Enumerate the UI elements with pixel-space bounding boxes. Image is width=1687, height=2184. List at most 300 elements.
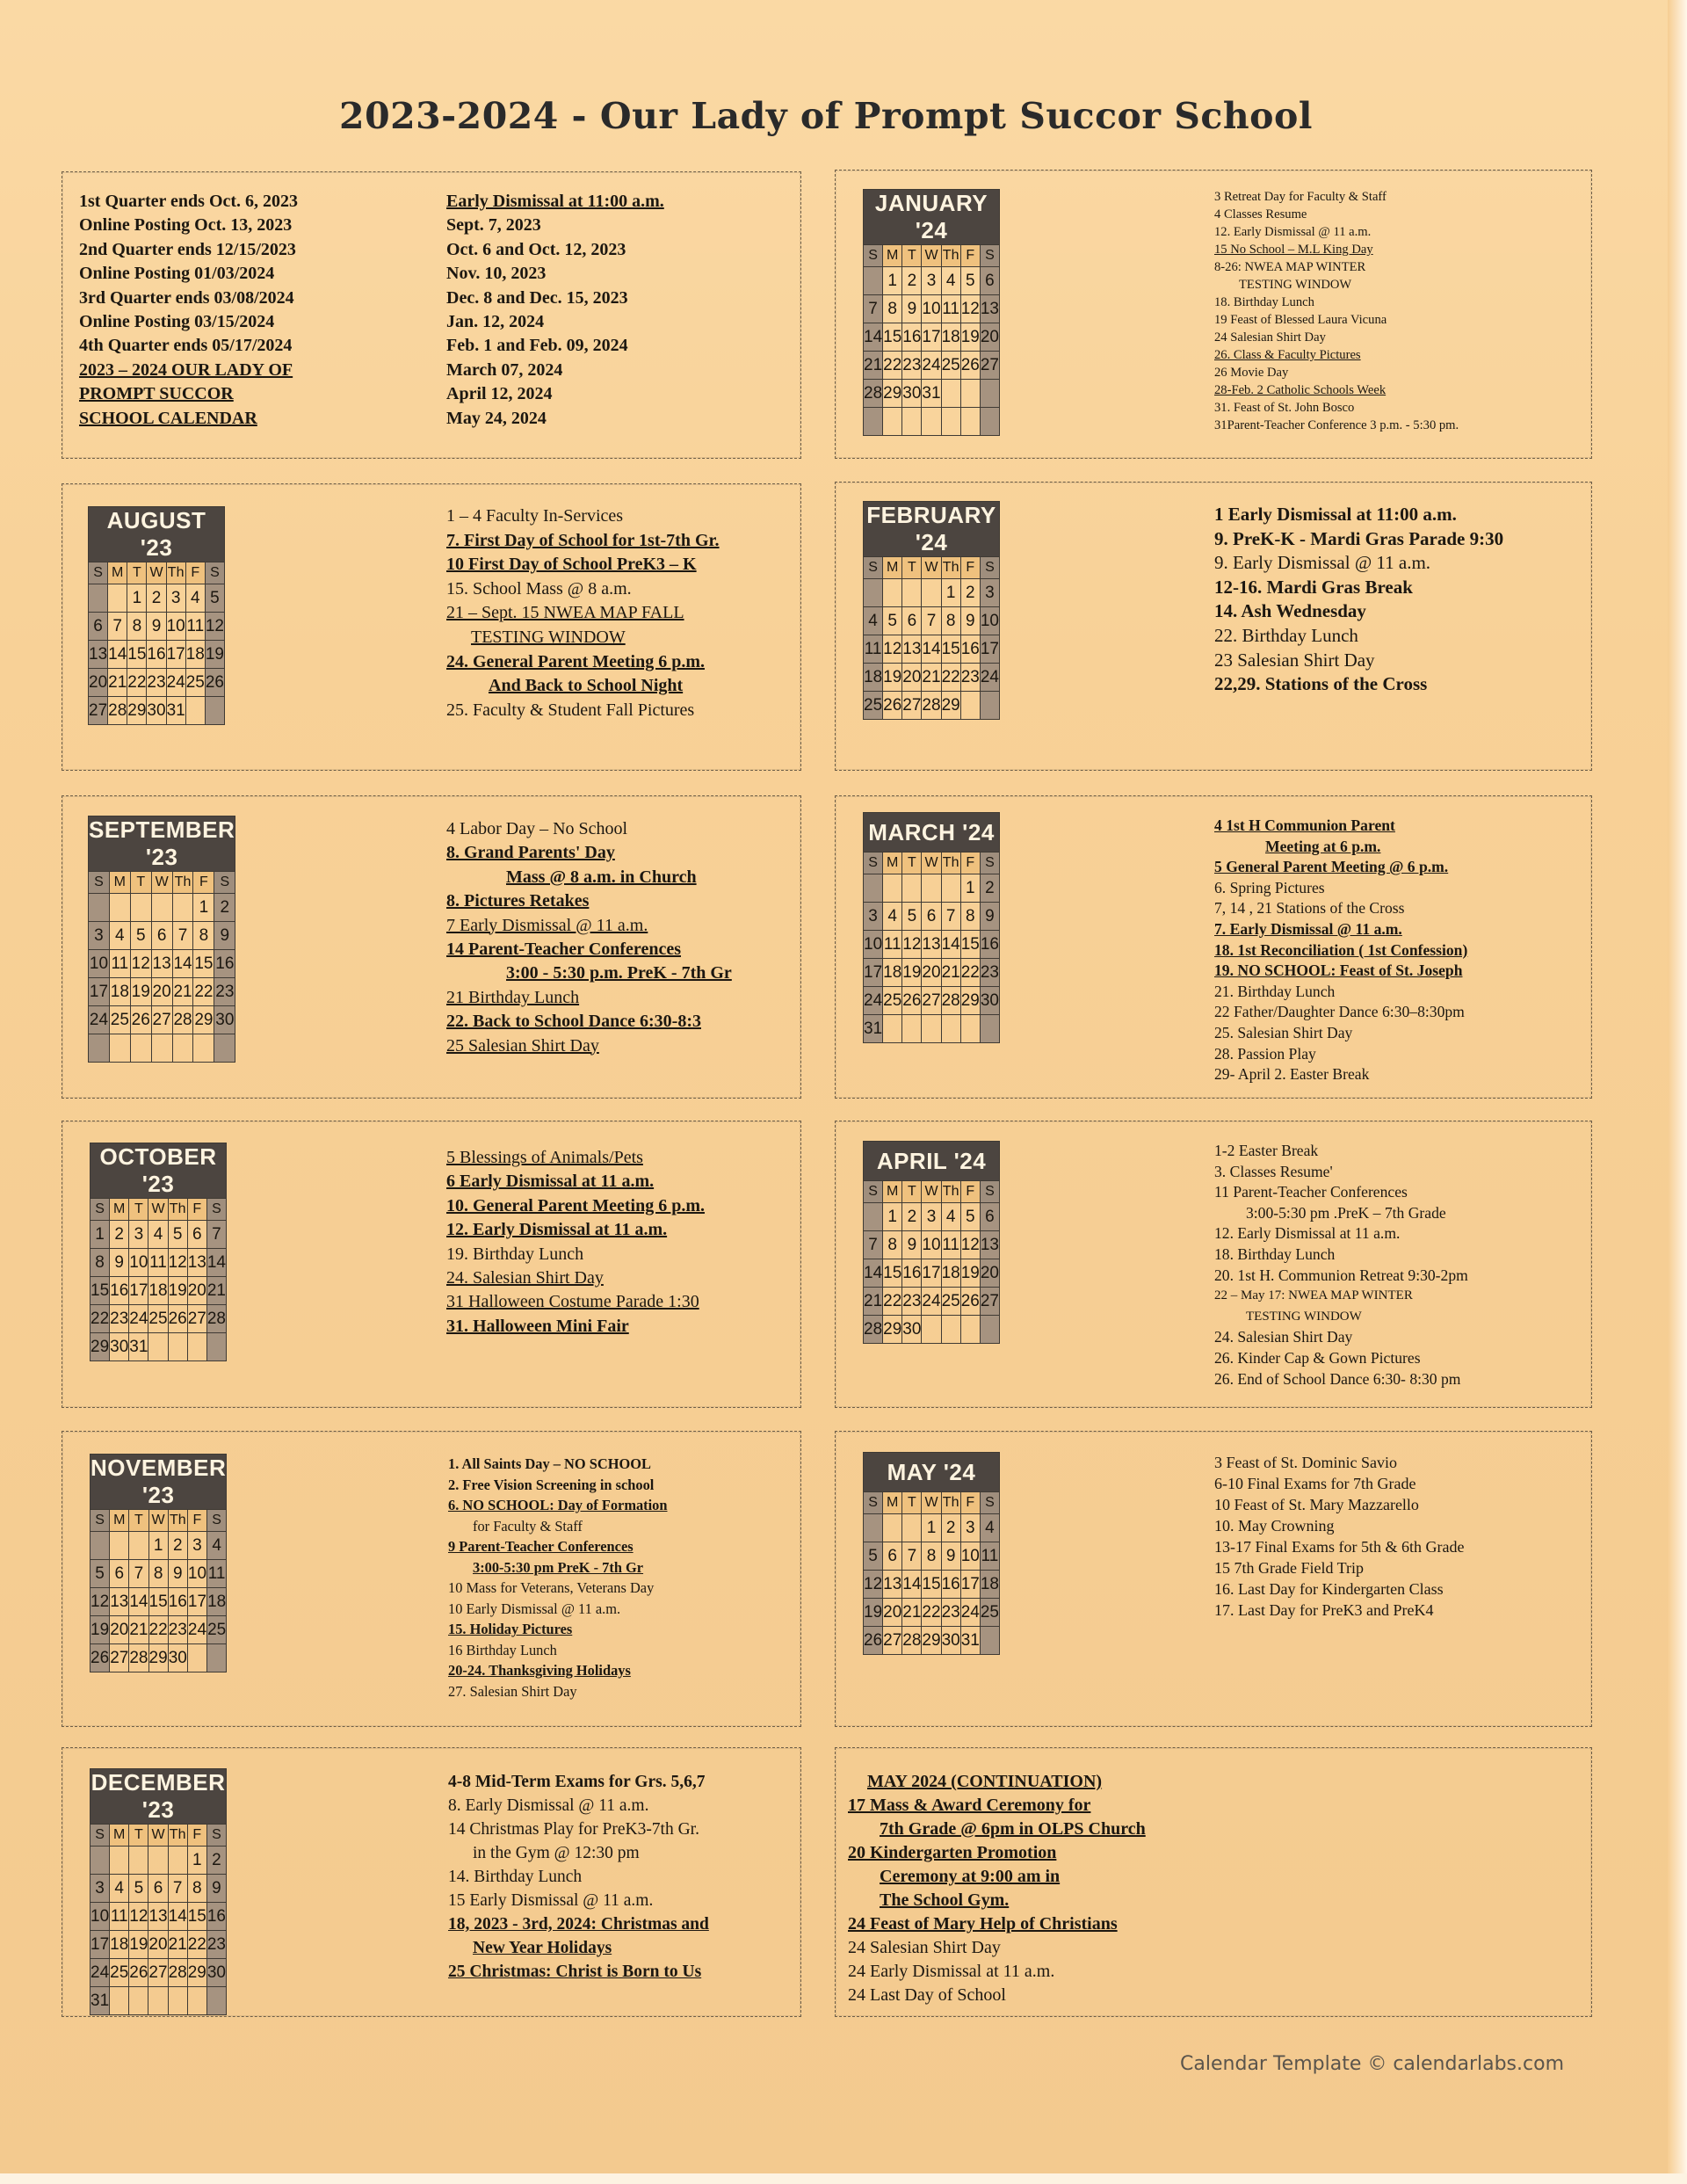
early-dismissal-date: Feb. 1 and Feb. 09, 2024 [446, 336, 628, 356]
day-cell: 3 [980, 579, 999, 607]
day-cell: 6 [883, 1542, 902, 1571]
day-cell: 21 [206, 1277, 226, 1305]
month-name: APRIL '24 [864, 1142, 1000, 1181]
may-note: 6-10 Final Exams for 7th Grade [1214, 1475, 1416, 1492]
weekday-label: S [864, 1492, 883, 1514]
day-cell [980, 380, 999, 408]
day-cell: 28 [108, 697, 127, 725]
day-cell: 14 [168, 1903, 187, 1931]
november-note: 6. NO SCHOOL: Day of Formation [448, 1497, 668, 1513]
day-cell [883, 874, 902, 903]
day-cell: 4 [980, 1514, 999, 1542]
day-cell: 28 [902, 1627, 922, 1655]
day-cell: 14 [902, 1571, 922, 1599]
day-cell: 25 [864, 692, 883, 720]
weekday-label: S [214, 872, 235, 894]
page-title: 2023-2024 - Our Lady of Prompt Succor School [339, 95, 1313, 137]
week-row [864, 664, 1000, 692]
day-cell: 8 [148, 1560, 168, 1588]
day-cell: 24 [129, 1305, 148, 1333]
january-note: TESTING WINDOW [1239, 278, 1352, 292]
weekday-label: Th [941, 1181, 960, 1203]
week-row [91, 1644, 227, 1672]
day-cell: 2 [960, 579, 980, 607]
week-row [864, 1514, 1000, 1542]
day-cell: 9 [168, 1560, 187, 1588]
january-note: 3 Retreat Day for Faculty & Staff [1214, 190, 1387, 204]
august-note: 25. Faculty & Student Fall Pictures [446, 700, 695, 720]
september-note: 7 Early Dismissal @ 11 a.m. [446, 915, 648, 935]
day-cell: 19 [129, 1931, 148, 1959]
day-cell: 9 [980, 903, 999, 931]
week-row [864, 931, 1000, 959]
weekday-label: S [864, 853, 883, 874]
weekday-label: T [902, 853, 922, 874]
day-cell: 5 [960, 267, 980, 295]
january-note: 26. Class & Faculty Pictures [1214, 348, 1361, 362]
day-cell: 9 [110, 1249, 129, 1277]
day-cell: 28 [864, 1316, 883, 1344]
weekday-label: Th [941, 853, 960, 874]
weekday-label: F [960, 557, 980, 579]
day-cell: 27 [187, 1305, 206, 1333]
month-name: SEPTEMBER '23 [89, 816, 235, 870]
day-cell: 6 [151, 922, 172, 950]
day-cell: 26 [960, 1288, 980, 1316]
quarters-list [79, 190, 298, 431]
day-cell: 23 [168, 1616, 187, 1644]
weekday-label: T [902, 1492, 922, 1514]
day-cell: 23 [902, 352, 922, 380]
day-cell: 21 [172, 978, 193, 1006]
day-cell [941, 408, 960, 436]
day-cell: 14 [922, 635, 941, 664]
week-row [864, 1288, 1000, 1316]
day-cell [922, 579, 941, 607]
weekday-label: T [127, 562, 147, 584]
day-cell: 17 [922, 1259, 941, 1288]
day-cell: 6 [148, 1875, 168, 1903]
may-note: 10 Feast of St. Mary Mazzarello [1214, 1496, 1419, 1513]
day-cell [941, 1316, 960, 1344]
template-credit: Calendar Template © calendarlabs.com [1180, 2053, 1564, 2075]
day-cell: 9 [214, 922, 235, 950]
february-notes [1214, 503, 1503, 697]
april-note: 3. Classes Resume' [1214, 1162, 1333, 1180]
week-row [89, 894, 235, 922]
day-cell: 15 [883, 323, 902, 352]
day-cell: 16 [941, 1571, 960, 1599]
day-cell: 26 [960, 352, 980, 380]
weekday-label: S [980, 557, 999, 579]
day-cell: 18 [941, 1259, 960, 1288]
day-cell: 21 [941, 959, 960, 987]
day-cell [960, 380, 980, 408]
weekday-label: W [922, 1181, 941, 1203]
april-note: 1-2 Easter Break [1214, 1142, 1319, 1159]
day-cell [172, 894, 193, 922]
day-cell: 1 [127, 584, 147, 613]
day-cell: 28 [941, 987, 960, 1015]
april-note: 26. End of School Dance 6:30- 8:30 pm [1214, 1369, 1461, 1388]
day-cell: 14 [172, 950, 193, 978]
day-cell: 16 [902, 323, 922, 352]
day-cell [883, 579, 902, 607]
day-cell: 27 [922, 987, 941, 1015]
day-cell: 3 [91, 1875, 110, 1903]
weekday-label: F [960, 1492, 980, 1514]
day-cell: 2 [941, 1514, 960, 1542]
day-cell: 24 [922, 352, 941, 380]
day-cell: 1 [148, 1532, 168, 1560]
week-row [89, 669, 225, 697]
weekday-label: W [922, 853, 941, 874]
day-cell: 4 [207, 1532, 227, 1560]
day-cell: 23 [206, 1931, 226, 1959]
day-cell: 27 [902, 692, 922, 720]
january-note: 28-Feb. 2 Catholic Schools Week [1214, 383, 1387, 397]
day-cell: 13 [110, 1588, 129, 1616]
november-note: 16 Birthday Lunch [448, 1641, 557, 1658]
day-cell: 4 [941, 1203, 960, 1231]
weekday-label: M [108, 562, 127, 584]
day-cell: 7 [922, 607, 941, 635]
day-cell [980, 408, 999, 436]
november-note: 10 Early Dismissal @ 11 a.m. [448, 1600, 621, 1617]
day-cell: 7 [168, 1875, 187, 1903]
week-row [864, 1231, 1000, 1259]
week-row [91, 1875, 227, 1903]
day-cell: 8 [193, 922, 214, 950]
day-cell: 10 [91, 1903, 110, 1931]
weekday-label: W [147, 562, 166, 584]
august-note: 10 First Day of School PreK3 – K [446, 555, 697, 575]
day-cell: 19 [960, 323, 980, 352]
day-cell [187, 1333, 206, 1361]
april-note: 11 Parent-Teacher Conferences [1214, 1183, 1408, 1201]
day-cell [130, 894, 151, 922]
day-cell [168, 1333, 187, 1361]
week-row [89, 1006, 235, 1034]
day-cell: 1 [91, 1221, 110, 1249]
day-cell: 1 [193, 894, 214, 922]
day-cell: 25 [109, 1006, 130, 1034]
day-cell [108, 584, 127, 613]
day-cell [922, 874, 941, 903]
weekday-label: F [960, 245, 980, 267]
quarter-item: 1st Quarter ends Oct. 6, 2023 [79, 192, 299, 211]
weekday-label: S [205, 562, 224, 584]
day-cell: 5 [168, 1221, 187, 1249]
day-cell [109, 1034, 130, 1063]
day-cell: 15 [193, 950, 214, 978]
february-note: 22. Birthday Lunch [1214, 624, 1358, 646]
day-cell: 4 [185, 584, 205, 613]
day-cell [89, 894, 110, 922]
day-cell [130, 1034, 151, 1063]
day-cell [960, 1316, 980, 1344]
day-cell [922, 1316, 941, 1344]
day-cell: 8 [883, 1231, 902, 1259]
january-notes [1214, 188, 1459, 434]
day-cell: 21 [129, 1616, 148, 1644]
day-cell: 24 [166, 669, 185, 697]
may-note: 17. Last Day for PreK3 and PreK4 [1214, 1601, 1434, 1619]
week-row [89, 584, 225, 613]
weekday-label: S [980, 853, 999, 874]
month-grid [88, 506, 225, 725]
day-cell [205, 697, 224, 725]
day-cell: 24 [89, 1006, 110, 1034]
day-cell: 8 [922, 1542, 941, 1571]
day-cell: 3 [960, 1514, 980, 1542]
day-cell: 12 [864, 1571, 883, 1599]
day-cell: 16 [206, 1903, 226, 1931]
day-cell: 20 [110, 1616, 129, 1644]
day-cell: 1 [960, 874, 980, 903]
march-note: 4 1st H Communion Parent [1214, 816, 1395, 834]
week-row [864, 635, 1000, 664]
day-cell: 1 [187, 1847, 206, 1875]
week-row [91, 1249, 227, 1277]
day-cell: 27 [980, 352, 999, 380]
day-cell: 1 [883, 1203, 902, 1231]
day-cell: 28 [864, 380, 883, 408]
day-cell: 5 [864, 1542, 883, 1571]
day-cell: 28 [129, 1644, 148, 1672]
day-cell: 21 [902, 1599, 922, 1627]
day-cell: 6 [187, 1221, 206, 1249]
may-continuation-note: 7th Grade @ 6pm in OLPS Church [880, 1819, 1146, 1839]
weekday-label: S [980, 1181, 999, 1203]
early-dismissal-date: Oct. 6 and Oct. 12, 2023 [446, 239, 626, 259]
week-row [89, 950, 235, 978]
weekday-label: M [110, 1199, 129, 1221]
day-cell [185, 697, 205, 725]
week-row [864, 874, 1000, 903]
day-cell [129, 1847, 148, 1875]
day-cell: 3 [89, 922, 110, 950]
january-note: 15 No School – M.L King Day [1214, 243, 1373, 257]
day-cell: 17 [129, 1277, 148, 1305]
early-dismissal-date: April 12, 2024 [446, 384, 553, 404]
november-note: 2. Free Vision Screening in school [448, 1476, 655, 1493]
week-row [864, 1259, 1000, 1288]
day-cell: 10 [187, 1560, 206, 1588]
early-dismissal-date: May 24, 2024 [446, 408, 547, 428]
november-note: 10 Mass for Veterans, Veterans Day [448, 1579, 655, 1596]
day-cell: 26 [168, 1305, 187, 1333]
week-row [864, 408, 1000, 436]
day-cell: 20 [148, 1931, 168, 1959]
week-row [864, 1203, 1000, 1231]
day-cell: 29 [883, 1316, 902, 1344]
day-cell: 30 [147, 697, 166, 725]
day-cell: 24 [980, 664, 999, 692]
day-cell: 18 [109, 978, 130, 1006]
weekday-label: Th [168, 1199, 187, 1221]
day-cell: 10 [166, 613, 185, 641]
day-cell: 11 [207, 1560, 227, 1588]
week-row [864, 1599, 1000, 1627]
day-cell: 26 [902, 987, 922, 1015]
week-row [864, 987, 1000, 1015]
day-cell [91, 1532, 110, 1560]
day-cell: 15 [187, 1903, 206, 1931]
march-note: 21. Birthday Lunch [1214, 982, 1336, 1000]
day-cell: 8 [883, 295, 902, 323]
weekday-label: S [91, 1199, 110, 1221]
early-dismissal-list [446, 190, 664, 431]
day-cell: 28 [922, 692, 941, 720]
day-cell: 11 [109, 950, 130, 978]
weekday-label: M [110, 1510, 129, 1532]
day-cell: 7 [108, 613, 127, 641]
day-cell [883, 1015, 902, 1043]
day-cell: 9 [902, 295, 922, 323]
day-cell: 21 [168, 1931, 187, 1959]
weekday-label: S [980, 1492, 999, 1514]
weekday-label: Th [172, 872, 193, 894]
day-cell: 31 [960, 1627, 980, 1655]
calendar-heading: SCHOOL CALENDAR [79, 408, 257, 428]
day-cell: 10 [960, 1542, 980, 1571]
day-cell [206, 1987, 226, 2015]
april-note: 12. Early Dismissal at 11 a.m. [1214, 1224, 1401, 1243]
may-continuation-note: 24 Early Dismissal at 11 a.m. [848, 1962, 1055, 1981]
week-row [864, 295, 1000, 323]
day-cell [941, 874, 960, 903]
day-cell [148, 1847, 168, 1875]
week-row [91, 1903, 227, 1931]
day-cell [129, 1532, 148, 1560]
weekday-label: W [148, 1825, 168, 1847]
day-cell [129, 1987, 148, 2015]
day-cell: 20 [883, 1599, 902, 1627]
day-cell: 30 [206, 1959, 226, 1987]
january-note: 8-26: NWEA MAP WINTER [1214, 260, 1366, 274]
day-cell: 11 [110, 1903, 129, 1931]
weekday-label: T [902, 1181, 922, 1203]
december-note: 25 Christmas: Christ is Born to Us [448, 1963, 702, 1981]
day-cell: 27 [110, 1644, 129, 1672]
october-note: 6 Early Dismissal at 11 a.m. [446, 1172, 655, 1192]
weekday-label: T [129, 1510, 148, 1532]
month-grid [88, 816, 235, 1063]
day-cell: 5 [902, 903, 922, 931]
day-cell: 19 [902, 959, 922, 987]
march-note: 18. 1st Reconciliation ( 1st Confession) [1214, 940, 1468, 959]
day-cell [864, 1203, 883, 1231]
day-cell: 24 [864, 987, 883, 1015]
march-note: 6. Spring Pictures [1214, 878, 1325, 896]
september-note: 8. Grand Parents' Day [446, 843, 615, 863]
weekday-label: S [864, 1181, 883, 1203]
day-cell: 4 [941, 267, 960, 295]
day-cell: 30 [980, 987, 999, 1015]
march-note: 19. NO SCHOOL: Feast of St. Joseph [1214, 961, 1463, 980]
day-cell: 22 [193, 978, 214, 1006]
day-cell [960, 408, 980, 436]
day-cell [109, 894, 130, 922]
day-cell: 3 [922, 1203, 941, 1231]
day-cell [151, 1034, 172, 1063]
day-cell: 27 [151, 1006, 172, 1034]
weekday-label: S [864, 557, 883, 579]
day-cell: 3 [187, 1532, 206, 1560]
week-row [89, 641, 225, 669]
day-cell: 25 [941, 1288, 960, 1316]
day-cell: 7 [129, 1560, 148, 1588]
day-cell: 23 [147, 669, 166, 697]
weekday-label: T [902, 557, 922, 579]
month-grid [90, 1454, 227, 1672]
december-note: 14. Birthday Lunch [448, 1868, 583, 1886]
april-notes [1214, 1141, 1468, 1389]
week-row [91, 1987, 227, 2015]
week-row [91, 1616, 227, 1644]
april-note: 22 – May 17: NWEA MAP WINTER [1214, 1288, 1413, 1303]
day-cell: 5 [91, 1560, 110, 1588]
day-cell: 3 [922, 267, 941, 295]
quarter-item: Online Posting Oct. 13, 2023 [79, 215, 293, 236]
month-grid [863, 1452, 1000, 1655]
may-notes [1214, 1452, 1464, 1621]
day-cell [980, 1015, 999, 1043]
october-note: 31. Halloween Mini Fair [446, 1316, 629, 1336]
day-cell: 2 [206, 1847, 226, 1875]
week-row [91, 1532, 227, 1560]
day-cell: 12 [960, 1231, 980, 1259]
day-cell [214, 1034, 235, 1063]
weekday-label: M [883, 557, 902, 579]
day-cell: 13 [187, 1249, 206, 1277]
day-cell: 11 [148, 1249, 168, 1277]
day-cell [110, 1847, 129, 1875]
weekday-label: W [148, 1199, 168, 1221]
weekday-label: T [902, 245, 922, 267]
november-note: 3:00-5:30 pm PreK - 7th Gr [473, 1558, 644, 1576]
quarter-item: 3rd Quarter ends 03/08/2024 [79, 287, 294, 308]
may-continuation-note: 24 Feast of Mary Help of Christians [848, 1914, 1118, 1934]
november-note: for Faculty & Staff [473, 1517, 583, 1535]
month-name: MARCH '24 [864, 813, 1000, 853]
day-cell [922, 408, 941, 436]
month-name: AUGUST '23 [89, 507, 225, 562]
september-note: 4 Labor Day – No School [446, 819, 628, 838]
day-cell: 5 [130, 922, 151, 950]
august-note: 1 – 4 Faculty In-Services [446, 506, 624, 526]
day-cell: 6 [980, 267, 999, 295]
day-cell [902, 408, 922, 436]
day-cell: 17 [91, 1931, 110, 1959]
november-note: 27. Salesian Shirt Day [448, 1682, 577, 1700]
may-note: 16. Last Day for Kindergarten Class [1214, 1580, 1444, 1598]
day-cell [89, 1034, 110, 1063]
day-cell: 4 [110, 1875, 129, 1903]
day-cell: 10 [864, 931, 883, 959]
day-cell: 29 [127, 697, 147, 725]
day-cell: 11 [883, 931, 902, 959]
day-cell: 25 [941, 352, 960, 380]
week-row [89, 613, 225, 641]
day-cell: 12 [129, 1903, 148, 1931]
day-cell: 26 [864, 1627, 883, 1655]
early-dismissal-heading: Early Dismissal at 11:00 a.m. [446, 192, 664, 211]
october-note: 10. General Parent Meeting 6 p.m. [446, 1195, 706, 1215]
day-cell: 8 [941, 607, 960, 635]
day-cell: 19 [205, 641, 224, 669]
